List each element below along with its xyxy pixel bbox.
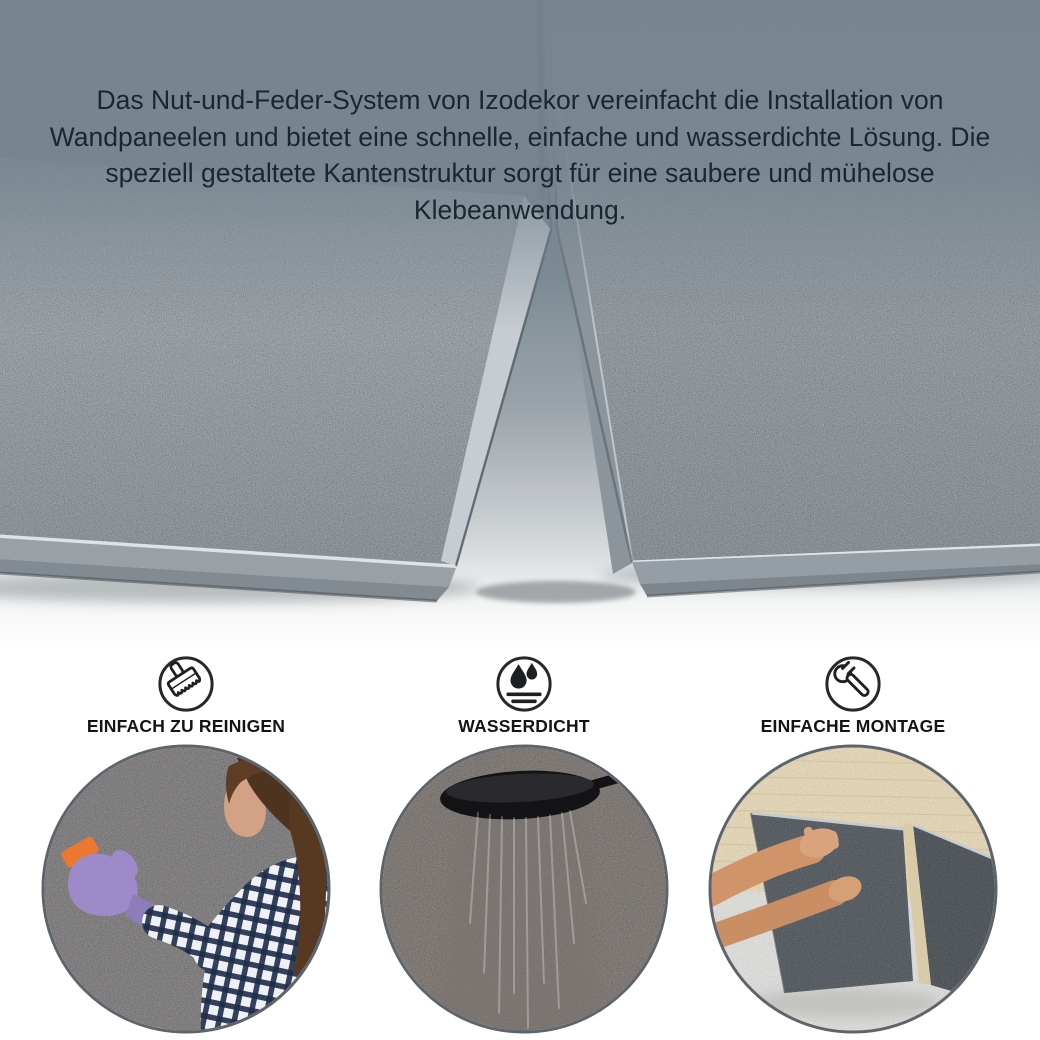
feature-label: EINFACHE MONTAGE xyxy=(760,716,946,736)
heading-line: Das Nut-und-Feder-System von Izodekor vereinfacht die Installation von xyxy=(96,85,944,115)
water-drops-icon xyxy=(495,655,553,713)
cleaning-brush-icon xyxy=(157,655,215,713)
feature-waterproof xyxy=(378,650,670,1035)
feature-label: EINFACH ZU REINIGEN xyxy=(86,716,286,736)
wrench-icon xyxy=(824,655,882,713)
hero-heading xyxy=(0,82,1040,228)
heading-line: Klebeanwendung. xyxy=(413,194,627,225)
heading-line: speziell gestaltete Kantenstruktur sorgt für eine saubere und mühelose xyxy=(105,158,935,188)
shower-head-photo xyxy=(378,743,670,1035)
feature-easy-montage xyxy=(707,650,999,1035)
feature-label: WASSERDICHT xyxy=(458,716,590,736)
feature-easy-clean xyxy=(40,650,332,1035)
heading-line: Wandpaneelen und bietet eine schnelle, einfache und wasserdichte Lösung. Die xyxy=(49,121,991,152)
panel-installation-photo xyxy=(707,743,999,1035)
woman-cleaning-photo xyxy=(40,743,332,1035)
